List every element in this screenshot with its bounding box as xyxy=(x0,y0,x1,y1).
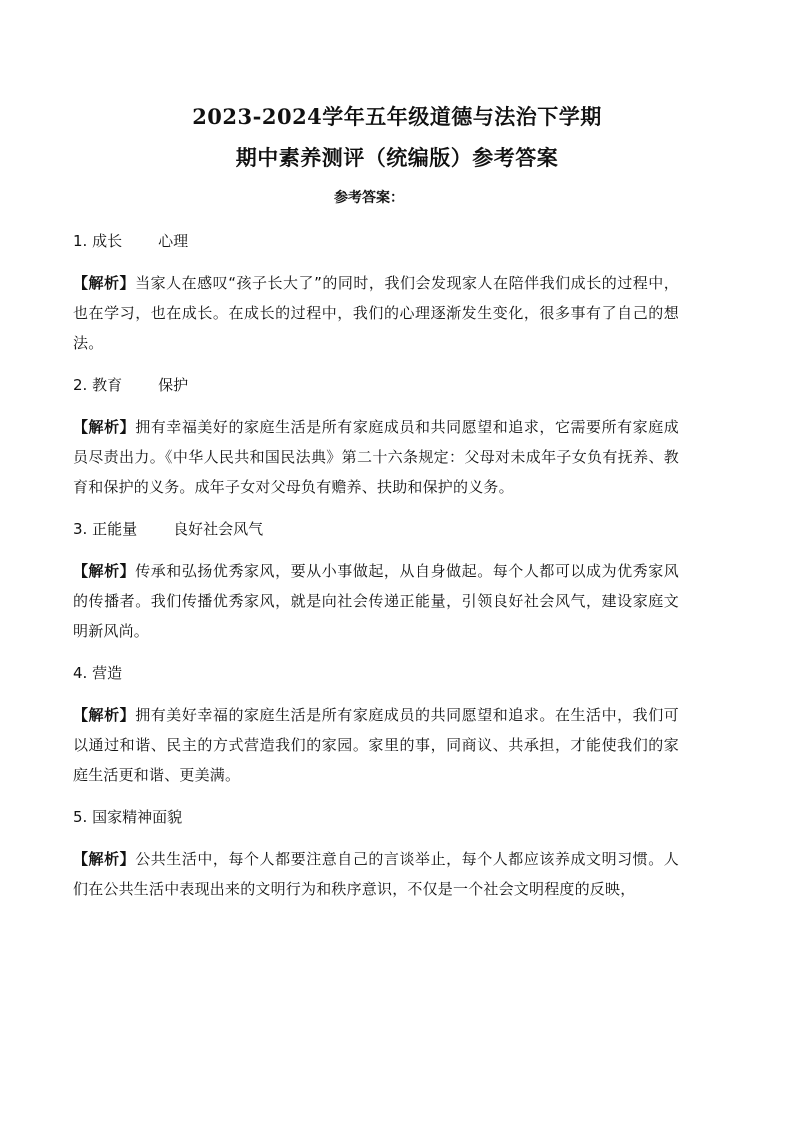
analysis-text: 公共生活中，每个人都要注意自己的言谈举止，每个人都应该养成文明习惯。人们在公共生活中表现出来的文明行为和秩序意识，不仅是一个社会文明程度的反映， xyxy=(73,850,679,898)
answer-blank-1: 国家精神面貌 xyxy=(92,808,183,826)
item-number: 1. xyxy=(73,232,88,250)
document-title-line1: 2023-2024学年五年级道德与法治下学期 xyxy=(192,104,602,129)
answer-blank-1: 教育 xyxy=(92,376,123,394)
analysis-paragraph xyxy=(73,844,679,904)
answer-line xyxy=(73,514,679,544)
analysis-text: 拥有美好幸福的家庭生活是所有家庭成员的共同愿望和追求。在生活中，我们可以通过和谐、民主的方式营造我们的家园。家里的事，同商议、共承担，才能使我们的家庭生活更和谐、更美满。 xyxy=(73,706,679,784)
answer-blank-2: 保护 xyxy=(158,376,189,394)
answer-line xyxy=(73,370,679,400)
analysis-paragraph xyxy=(73,412,679,502)
analysis-text: 当家人在感叹“孩子长大了”的同时，我们会发现家人在陪伴我们成长的过程中，也在学习，也在成长。在成长的过程中，我们的心理逐渐发生变化，很多事有了自己的想法。 xyxy=(73,274,679,352)
answer-item-5 xyxy=(73,802,679,904)
item-number: 5. xyxy=(73,808,88,826)
answer-line xyxy=(73,226,679,256)
answer-item-4 xyxy=(73,658,679,790)
document-title-line2: 期中素养测评（统编版）参考答案 xyxy=(235,145,559,170)
analysis-text: 拥有幸福美好的家庭生活是所有家庭成员和共同愿望和追求，它需要所有家庭成员尽责出力。《中华人民共和国民法典》第二十六条规定：父母对未成年子女负有抚养、教育和保护的义务。成年子女对父母负有赡养、扶助和保护的义务。 xyxy=(73,418,679,496)
answers-heading: 参考答案： xyxy=(334,190,404,206)
answer-item-2 xyxy=(73,370,679,502)
analysis-paragraph xyxy=(73,268,679,358)
analysis-text: 传承和弘扬优秀家风，要从小事做起，从自身做起。每个人都可以成为优秀家风的传播者。我们传播优秀家风，就是向社会传递正能量，引领良好社会风气，建设家庭文明新风尚。 xyxy=(73,562,679,640)
answer-line xyxy=(73,658,679,688)
analysis-tag: 【解析】 xyxy=(73,562,136,580)
analysis-tag: 【解析】 xyxy=(73,418,136,436)
answer-item-1 xyxy=(73,226,679,358)
item-number: 3. xyxy=(73,520,88,538)
answer-line xyxy=(73,802,679,832)
analysis-paragraph xyxy=(73,700,679,790)
item-number: 2. xyxy=(73,376,88,394)
analysis-tag: 【解析】 xyxy=(73,850,136,868)
analysis-tag: 【解析】 xyxy=(73,706,136,724)
answer-item-3 xyxy=(73,514,679,646)
answer-blank-2: 良好社会风气 xyxy=(173,520,264,538)
analysis-tag: 【解析】 xyxy=(73,274,136,292)
item-number: 4. xyxy=(73,664,88,682)
answer-blank-2: 心理 xyxy=(158,232,189,250)
analysis-paragraph xyxy=(73,556,679,646)
answers-section xyxy=(73,226,679,916)
answer-blank-1: 营造 xyxy=(92,664,123,682)
answer-blank-1: 成长 xyxy=(92,232,123,250)
answer-blank-1: 正能量 xyxy=(92,520,138,538)
